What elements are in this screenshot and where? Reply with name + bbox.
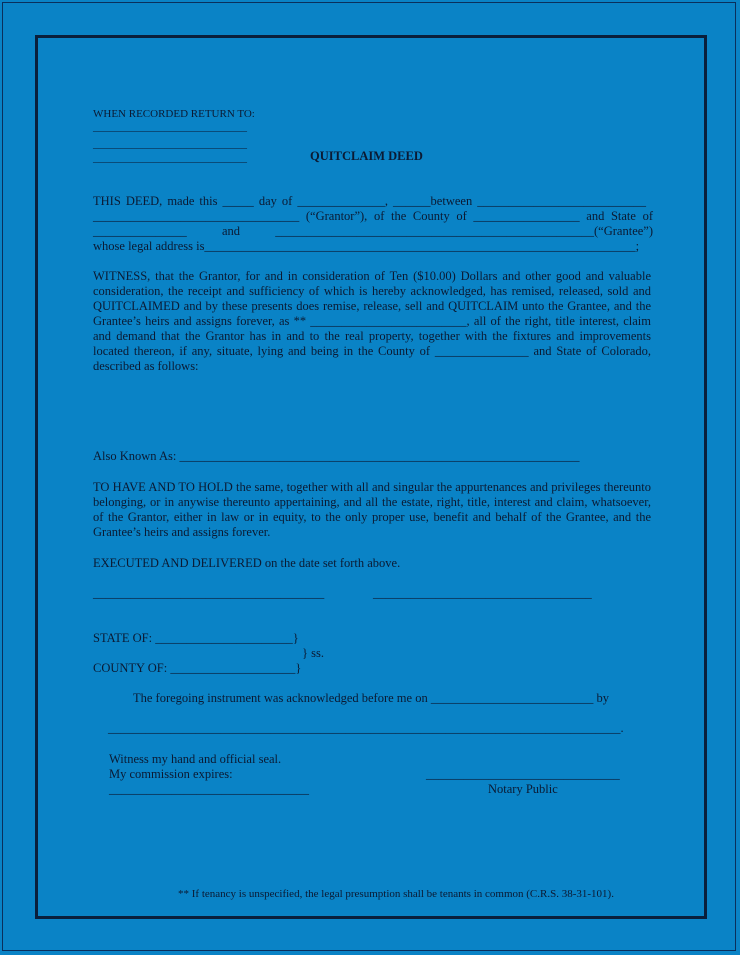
grantor-signature-line-2[interactable]: ___________________________________: [373, 586, 592, 600]
commission-expires-label: My commission expires:: [109, 767, 233, 781]
also-known-as: Also Known As: ________________________________________________________________: [93, 449, 580, 463]
return-to-label: WHEN RECORDED RETURN TO:: [93, 108, 255, 120]
return-to-line-3[interactable]: ____________________________: [93, 152, 247, 164]
return-to-line-2[interactable]: ____________________________: [93, 138, 247, 150]
executed-statement: EXECUTED AND DELIVERED on the date set forth above.: [93, 556, 401, 570]
notary-public-label: Notary Public: [488, 782, 558, 796]
grantor-signature-line[interactable]: _____________________________________: [93, 586, 325, 600]
witness-paragraph: WITNESS, that the Grantor, for and in consideration of Ten ($10.00) Dollars and other good and valuable consideration, the receipt and sufficiency of which is hereby acknowledged, has remised, released, sold and QUITCLAIMED and by these presents does remise, release, sell and QUITCLAIM unto the Grantee, and the Grantee’s heirs and assigns forever, as ** _________________________, all of the right, title interest, claim and demand that the Grantor has in and to the real property, together with the fixtures and improvements located thereon, if any, situate, lying and being in the County of _______________ and State of Colorado, described as follows:: [93, 269, 651, 373]
acknowledgment-statement: The foregoing instrument was acknowledged before me on __________________________ by: [133, 691, 609, 705]
tenancy-footnote: ** If tenancy is unspecified, the legal presumption shall be tenants in common (C.R.S. 38-31-101).: [178, 888, 614, 900]
commission-expires-line[interactable]: ________________________________: [109, 782, 309, 796]
ss-bracket: } ss.: [302, 646, 324, 660]
acknowledgment-name-line[interactable]: __________________________________________________________________________________.: [108, 721, 624, 735]
notary-signature-line[interactable]: _______________________________: [426, 767, 620, 781]
county-of-field: COUNTY OF: ____________________}: [93, 661, 302, 675]
parties-line-4: whose legal address is_____________________________________________________________________;: [93, 239, 640, 253]
return-to-line-1[interactable]: ____________________________: [93, 121, 247, 133]
parties-line-3: _______________ and ___________________________________________________(“Grantee”): [93, 224, 653, 238]
parties-line-1: THIS DEED, made this _____ day of ______________, ______between ___________________________: [93, 194, 646, 208]
state-of-field: STATE OF: ______________________}: [93, 631, 299, 645]
parties-line-2: _________________________________ (“Grantor”), of the County of _________________ and State of: [93, 209, 653, 223]
document-title: QUITCLAIM DEED: [310, 149, 423, 163]
habendum-paragraph: TO HAVE AND TO HOLD the same, together with all and singular the appurtenances and privileges thereunto belonging, or in anywise thereunto appertaining, and all the estate, right, title, interest and claim, whatsoever, of the Grantor, either in law or in equity, to the only proper use, benefit and behalf of the Grantee, and the Grantee’s heirs and assigns forever.: [93, 480, 651, 539]
witness-hand-seal: Witness my hand and official seal.: [109, 752, 282, 766]
deed-document: [35, 35, 707, 919]
